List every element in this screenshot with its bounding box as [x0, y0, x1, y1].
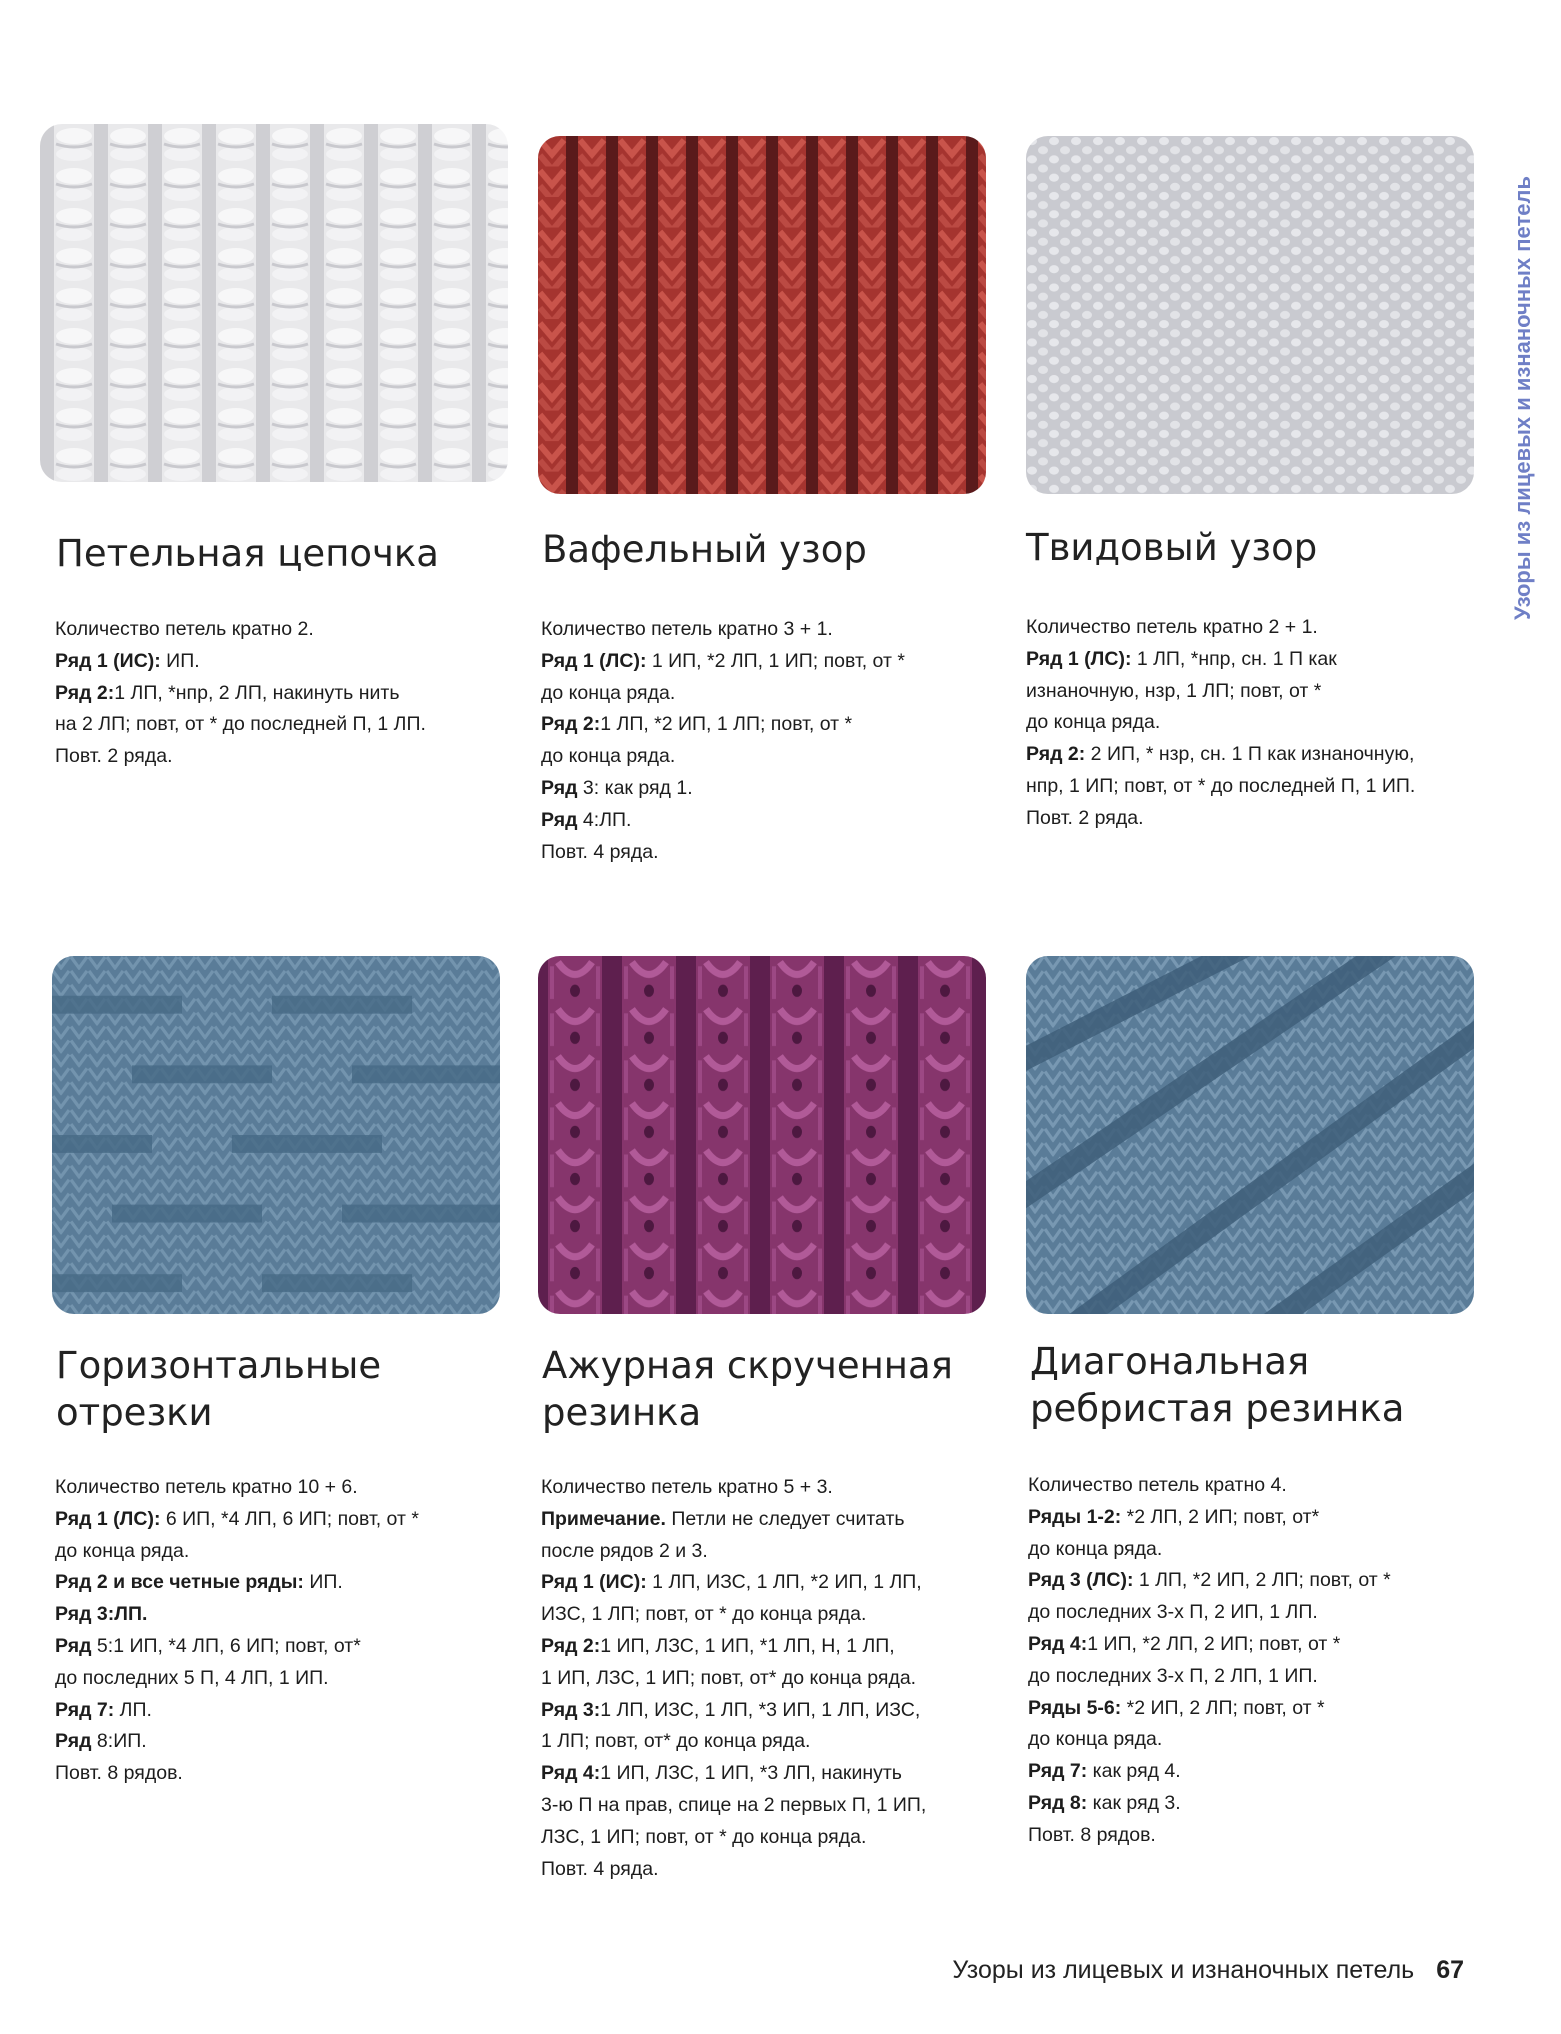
pattern-title-line: Вафельный узор [542, 528, 867, 571]
instruction-text: 3: как ряд 1. [577, 776, 693, 799]
instruction-label: Ряд 1 (ЛС): [55, 1507, 161, 1530]
instruction-label: Ряды 1-2: [1028, 1505, 1122, 1528]
instruction-text: как ряд 3. [1087, 1791, 1181, 1814]
instruction-text: *2 ИП, 2 ЛП; повт, от * [1121, 1696, 1325, 1719]
pattern-title-1 [56, 530, 496, 577]
instruction-text: Количество петель кратно 5 + 3. [541, 1476, 833, 1498]
instruction-line [55, 678, 515, 710]
instruction-line [541, 1631, 1001, 1663]
instruction-text: Повт. 2 ряда. [55, 745, 173, 768]
instruction-line [55, 709, 515, 741]
instruction-line [541, 614, 1001, 646]
instruction-line [541, 1854, 1001, 1886]
instruction-text: ИП. [160, 649, 200, 672]
instruction-line [1028, 1693, 1488, 1725]
instruction-line [55, 741, 515, 773]
instruction-text: Количество петель кратно 4. [1028, 1474, 1287, 1496]
instruction-text: 1 ИП, *2 ЛП, 1 ИП; повт, от * [646, 649, 905, 672]
instruction-label: Ряд 7: [55, 1698, 115, 1721]
instruction-text: 1 ЛП, *2 ИП, 2 ЛП; повт, от * [1133, 1569, 1391, 1592]
instruction-line [541, 1726, 1001, 1758]
pattern-instructions-1 [55, 614, 515, 773]
instruction-text: 1 ЛП, ИЗС, 1 ЛП, *2 ИП, 1 ЛП, [646, 1571, 922, 1594]
pattern-title-2 [542, 526, 982, 573]
instruction-label: Примечание. [541, 1507, 666, 1530]
instruction-text: до последних 3-х П, 2 ИП, 1 ЛП. [1028, 1601, 1318, 1624]
instruction-line [55, 1758, 515, 1790]
section-side-tab: Узоры из лицевых и изнаночных петель [1510, 176, 1535, 620]
instruction-label: Ряд 3:ЛП. [55, 1603, 148, 1626]
instruction-line [1028, 1661, 1488, 1693]
instruction-text: 3-ю П на прав, спице на 2 первых П, 1 ИП, [541, 1793, 927, 1816]
instruction-line [541, 1758, 1001, 1790]
instruction-line [541, 1536, 1001, 1568]
instruction-line [541, 1663, 1001, 1695]
instruction-text: 4:ЛП. [577, 808, 632, 831]
instruction-line [1028, 1724, 1488, 1756]
pattern-title-line: ребристая резинка [1030, 1387, 1405, 1430]
pattern-instructions-3 [1026, 612, 1486, 835]
instruction-text: 1 ЛП, *нпр, сн. 1 П как [1131, 647, 1337, 670]
instruction-line [1028, 1470, 1488, 1502]
instruction-label: Ряд 1 (ЛС): [541, 649, 647, 672]
instruction-line [541, 773, 1001, 805]
instruction-text: ЛЗС, 1 ИП; повт, от * до конца ряда. [541, 1825, 867, 1848]
instruction-line [55, 1472, 515, 1504]
instruction-text: *2 ЛП, 2 ИП; повт, от* [1121, 1505, 1320, 1528]
instruction-text: до конца ряда. [1026, 711, 1161, 734]
instruction-text: до конца ряда. [541, 745, 676, 768]
pattern-instructions-4 [55, 1472, 515, 1790]
instruction-line [55, 1536, 515, 1568]
instruction-line [1026, 612, 1486, 644]
instruction-line [1026, 803, 1486, 835]
pattern-title-line: отрезки [56, 1391, 213, 1434]
instruction-text: Количество петель кратно 2. [55, 618, 314, 640]
instruction-line [541, 741, 1001, 773]
instruction-line [1028, 1534, 1488, 1566]
instruction-label: Ряд 2: [541, 1634, 601, 1657]
instruction-line [541, 1599, 1001, 1631]
footer-section-title: Узоры из лицевых и изнаночных петель [952, 1956, 1415, 1984]
instruction-text: 1 ИП, ЛЗС, 1 ИП, *1 ЛП, Н, 1 ЛП, [600, 1634, 895, 1657]
instruction-line [1026, 739, 1486, 771]
instruction-label: Ряд 2: [55, 681, 115, 704]
instruction-line [55, 1726, 515, 1758]
instruction-text: 1 ИП, ЛЗС, 1 ИП, *3 ЛП, накинуть [600, 1762, 902, 1785]
instruction-line [55, 1663, 515, 1695]
pattern-title-line: Ажурная скрученная [542, 1344, 953, 1387]
pattern-title-4 [56, 1342, 496, 1436]
instruction-text: 2 ИП, * нзр, сн. 1 П как изнаночную, [1085, 743, 1415, 766]
instruction-text: ИЗС, 1 ЛП; повт, от * до конца ряда. [541, 1603, 867, 1626]
instruction-text: Повт. 2 ряда. [1026, 806, 1144, 829]
pattern-title-line: Диагональная [1030, 1340, 1310, 1383]
pattern-title-line: резинка [542, 1391, 702, 1434]
instruction-label: Ряд 4: [541, 1762, 601, 1785]
instruction-line [55, 1599, 515, 1631]
instruction-line [55, 1567, 515, 1599]
swatch-image-5 [538, 956, 986, 1314]
instruction-text: 1 ЛП; повт, от* до конца ряда. [541, 1730, 811, 1753]
instruction-text: 8:ИП. [91, 1730, 147, 1753]
instruction-label: Ряд 1 (ИС): [55, 649, 161, 672]
instruction-line [1028, 1597, 1488, 1629]
pattern-title-line: Твидовый узор [1026, 526, 1318, 569]
instruction-text: Повт. 8 рядов. [55, 1762, 183, 1785]
page-number: 67 [1436, 1956, 1464, 1984]
instruction-line [541, 1790, 1001, 1822]
instruction-text: до конца ряда. [1028, 1537, 1163, 1560]
swatch-image-1 [40, 124, 508, 482]
instruction-label: Ряд 1 (ИС): [541, 1571, 647, 1594]
instruction-line [55, 1504, 515, 1536]
instruction-text: Повт. 8 рядов. [1028, 1823, 1156, 1846]
instruction-text: Количество петель кратно 3 + 1. [541, 618, 833, 640]
instruction-text: на 2 ЛП; повт, от * до последней П, 1 ЛП. [55, 713, 426, 736]
instruction-text: 1 ЛП, ИЗС, 1 ЛП, *3 ИП, 1 ЛП, ИЗС, [600, 1698, 921, 1721]
pattern-title-3 [1026, 524, 1466, 571]
instruction-label: Ряд 3 (ЛС): [1028, 1569, 1134, 1592]
instruction-label: Ряд [541, 808, 578, 831]
pattern-instructions-2 [541, 614, 1001, 868]
instruction-line [541, 1472, 1001, 1504]
instruction-text: Повт. 4 ряда. [541, 840, 659, 863]
instruction-label: Ряд 7: [1028, 1760, 1088, 1783]
page-footer [952, 1956, 1464, 1985]
instruction-text: ЛП. [114, 1698, 152, 1721]
instruction-line [1028, 1629, 1488, 1661]
instruction-line [541, 1567, 1001, 1599]
instruction-text: ИП. [303, 1571, 343, 1594]
instruction-line [1026, 771, 1486, 803]
instruction-label: Ряд 4: [1028, 1632, 1088, 1655]
instruction-line [55, 614, 515, 646]
instruction-line [1028, 1820, 1488, 1852]
instruction-text: 1 ИП, *2 ЛП, 2 ИП; повт, от * [1087, 1632, 1341, 1655]
instruction-line [1026, 707, 1486, 739]
instruction-line [1028, 1565, 1488, 1597]
instruction-line [1028, 1502, 1488, 1534]
instruction-line [541, 709, 1001, 741]
swatch-image-2 [538, 136, 986, 494]
pattern-title-line: Горизонтальные [56, 1344, 382, 1387]
instruction-line [541, 646, 1001, 678]
instruction-text: 1 ИП, ЛЗС, 1 ИП; повт, от* до конца ряда. [541, 1666, 917, 1689]
instruction-text: после рядов 2 и 3. [541, 1539, 708, 1562]
instruction-text: 1 ЛП, *2 ИП, 1 ЛП; повт, от * [600, 713, 853, 736]
pattern-title-5 [542, 1342, 982, 1436]
instruction-line [1026, 676, 1486, 708]
instruction-text: до последних 3-х П, 2 ЛП, 1 ИП. [1028, 1664, 1318, 1687]
instruction-line [55, 1631, 515, 1663]
instruction-line [1026, 644, 1486, 676]
instruction-line [541, 837, 1001, 869]
instruction-label: Ряд 2: [541, 713, 601, 736]
instruction-text: нпр, 1 ИП; повт, от * до последней П, 1 ИП. [1026, 774, 1416, 797]
instruction-label: Ряд 1 (ЛС): [1026, 647, 1132, 670]
instruction-text: до последних 5 П, 4 ЛП, 1 ИП. [55, 1666, 329, 1689]
pattern-instructions-6 [1028, 1470, 1488, 1852]
instruction-text: до конца ряда. [1028, 1728, 1163, 1751]
instruction-line [541, 1695, 1001, 1727]
instruction-text: Петли не следует считать [665, 1507, 905, 1530]
instruction-line [541, 805, 1001, 837]
instruction-line [541, 678, 1001, 710]
instruction-label: Ряд 8: [1028, 1791, 1088, 1814]
instruction-label: Ряд [55, 1730, 92, 1753]
instruction-label: Ряд [55, 1634, 92, 1657]
instruction-label: Ряд [541, 776, 578, 799]
instruction-label: Ряд 3: [541, 1698, 601, 1721]
swatch-image-3 [1026, 136, 1474, 494]
instruction-text: до конца ряда. [541, 681, 676, 704]
instruction-text: как ряд 4. [1087, 1760, 1181, 1783]
instruction-text: 1 ЛП, *нпр, 2 ЛП, накинуть нить [114, 681, 400, 704]
instruction-text: Количество петель кратно 10 + 6. [55, 1476, 358, 1498]
pattern-title-line: Петельная цепочка [56, 532, 439, 575]
pattern-instructions-5 [541, 1472, 1001, 1885]
instruction-text: 5:1 ИП, *4 ЛП, 6 ИП; повт, от* [91, 1634, 361, 1657]
instruction-line [1028, 1788, 1488, 1820]
instruction-text: Повт. 4 ряда. [541, 1857, 659, 1880]
instruction-label: Ряд 2: [1026, 743, 1086, 766]
instruction-label: Ряд 2 и все четные ряды: [55, 1571, 304, 1594]
swatch-image-4 [52, 956, 500, 1314]
swatch-image-6 [1026, 956, 1474, 1314]
pattern-title-6 [1030, 1338, 1470, 1432]
instruction-line [541, 1504, 1001, 1536]
instruction-text: до конца ряда. [55, 1539, 190, 1562]
instruction-line [541, 1822, 1001, 1854]
instruction-text: Количество петель кратно 2 + 1. [1026, 616, 1318, 638]
instruction-text: изнаночную, нзр, 1 ЛП; повт, от * [1026, 679, 1322, 702]
instruction-label: Ряды 5-6: [1028, 1696, 1122, 1719]
instruction-line [55, 1695, 515, 1727]
instruction-text: 6 ИП, *4 ЛП, 6 ИП; повт, от * [160, 1507, 419, 1530]
instruction-line [1028, 1756, 1488, 1788]
instruction-line [55, 646, 515, 678]
